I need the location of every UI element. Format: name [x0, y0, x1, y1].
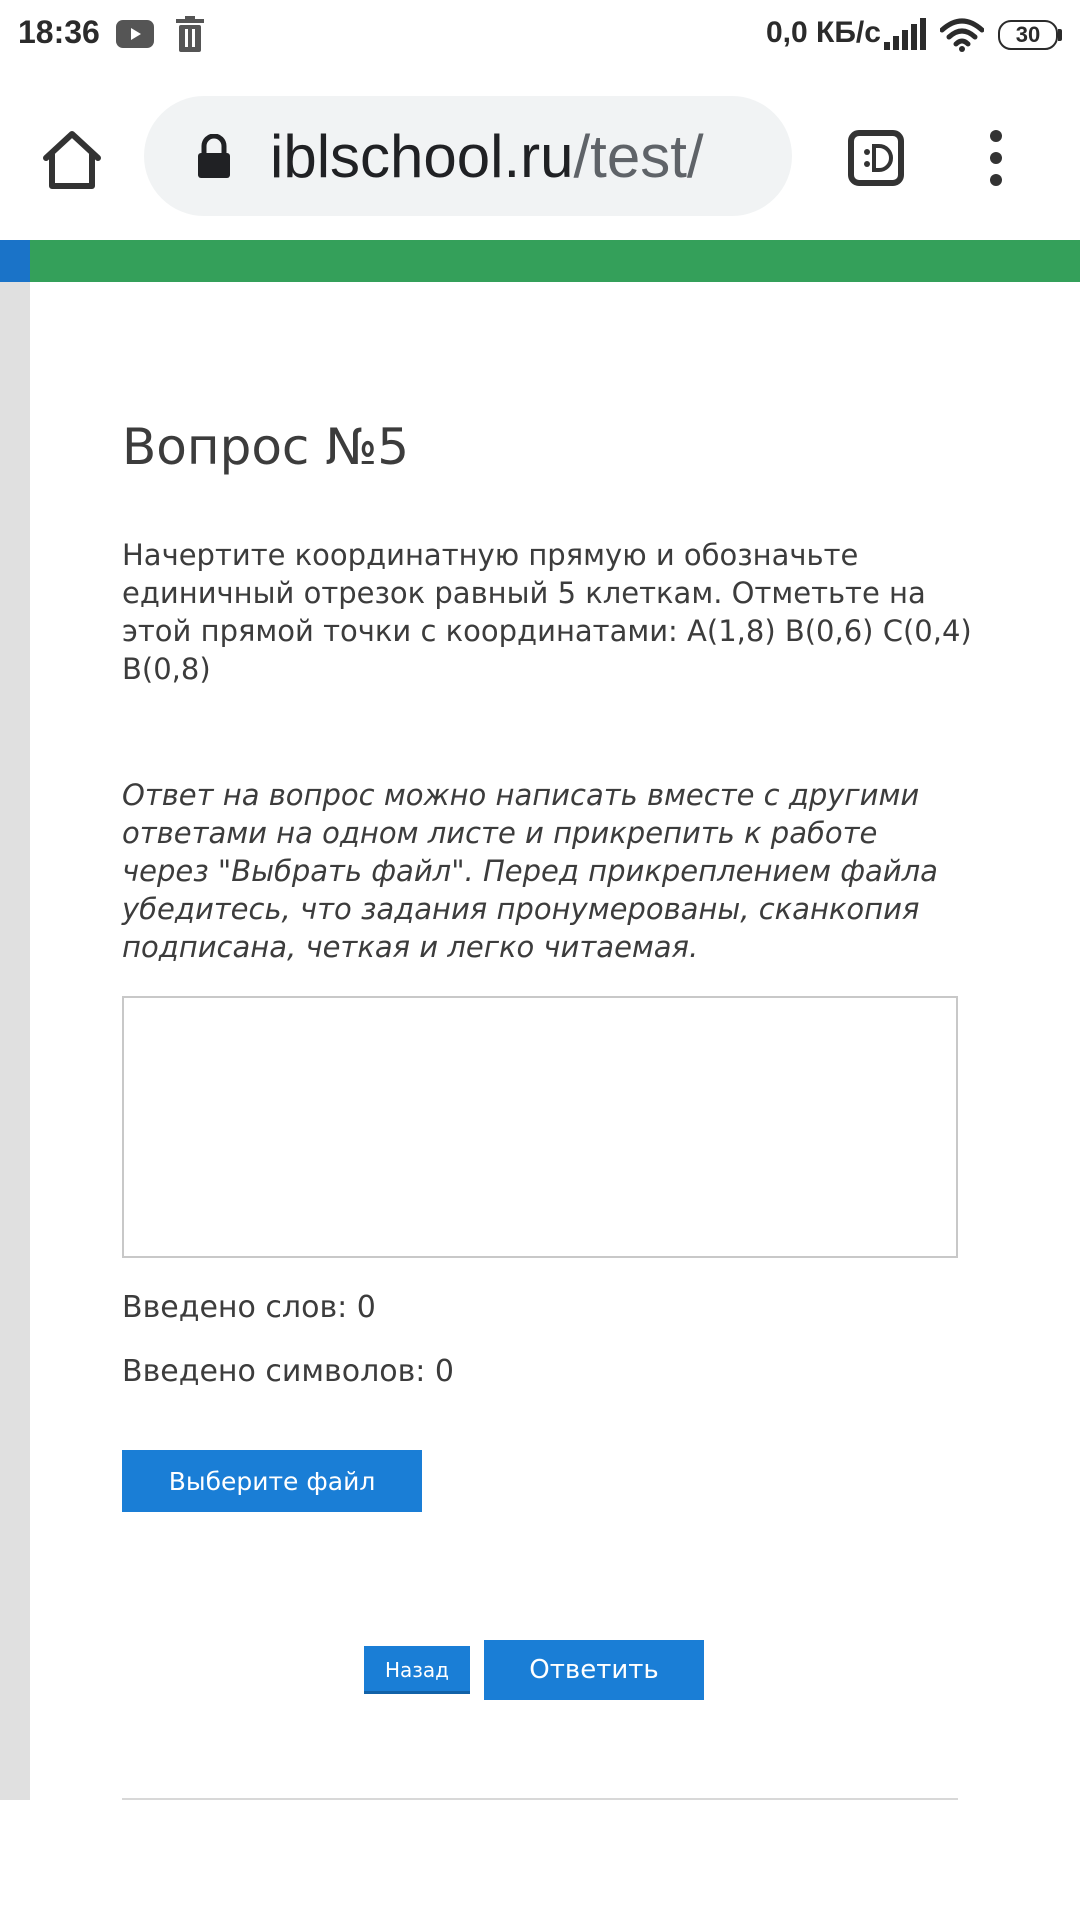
left-sidebar-rail	[0, 282, 30, 1800]
network-speed: 0,0 КБ/с	[766, 16, 881, 49]
browser-toolbar	[0, 72, 1080, 240]
url-path: /test/	[573, 123, 704, 190]
signal-icon	[884, 18, 926, 50]
battery-level: 30	[1015, 22, 1041, 47]
instruction-text: Ответ на вопрос можно написать вместе с другими ответами на одном листе и прикрепить к работе через "Выбрать файл". Перед прикреплением файла убедитесь, что задания пронумерованы, сканкопия подписана, четкая и легко читаемая.	[122, 778, 938, 964]
status-time: 18:36	[18, 14, 100, 50]
url-bar[interactable]	[144, 96, 792, 216]
more-vert-icon[interactable]	[980, 128, 1012, 188]
home-icon[interactable]	[40, 128, 104, 192]
trash-icon	[176, 16, 204, 52]
choose-file-button[interactable]: Выберите файл	[122, 1450, 422, 1512]
question-title: Вопрос №5	[122, 418, 410, 476]
header-blue-strip	[0, 240, 30, 282]
word-counter: Введено слов: 0	[122, 1290, 376, 1325]
char-counter: Введено символов: 0	[122, 1354, 455, 1389]
tab-switcher-icon[interactable]	[848, 130, 904, 186]
answer-textarea[interactable]	[122, 996, 958, 1258]
wifi-icon	[940, 18, 984, 52]
header-green-bar	[30, 240, 1080, 282]
youtube-icon	[116, 20, 154, 48]
status-bar	[0, 0, 1080, 72]
question-text: Начертите координатную прямую и обозначьте единичный отрезок равный 5 клеткам. Отметьте на этой прямой точки с координатами: А(1,8) В(0,6) С(0,4) В(0,8)	[122, 538, 972, 686]
url-text	[270, 122, 770, 192]
footer-divider	[122, 1798, 958, 1800]
submit-answer-button[interactable]: Ответить	[484, 1640, 704, 1700]
lock-icon	[196, 134, 232, 178]
battery-icon	[998, 20, 1062, 50]
back-button[interactable]: Назад	[364, 1646, 470, 1694]
url-domain: iblschool.ru	[270, 123, 574, 190]
